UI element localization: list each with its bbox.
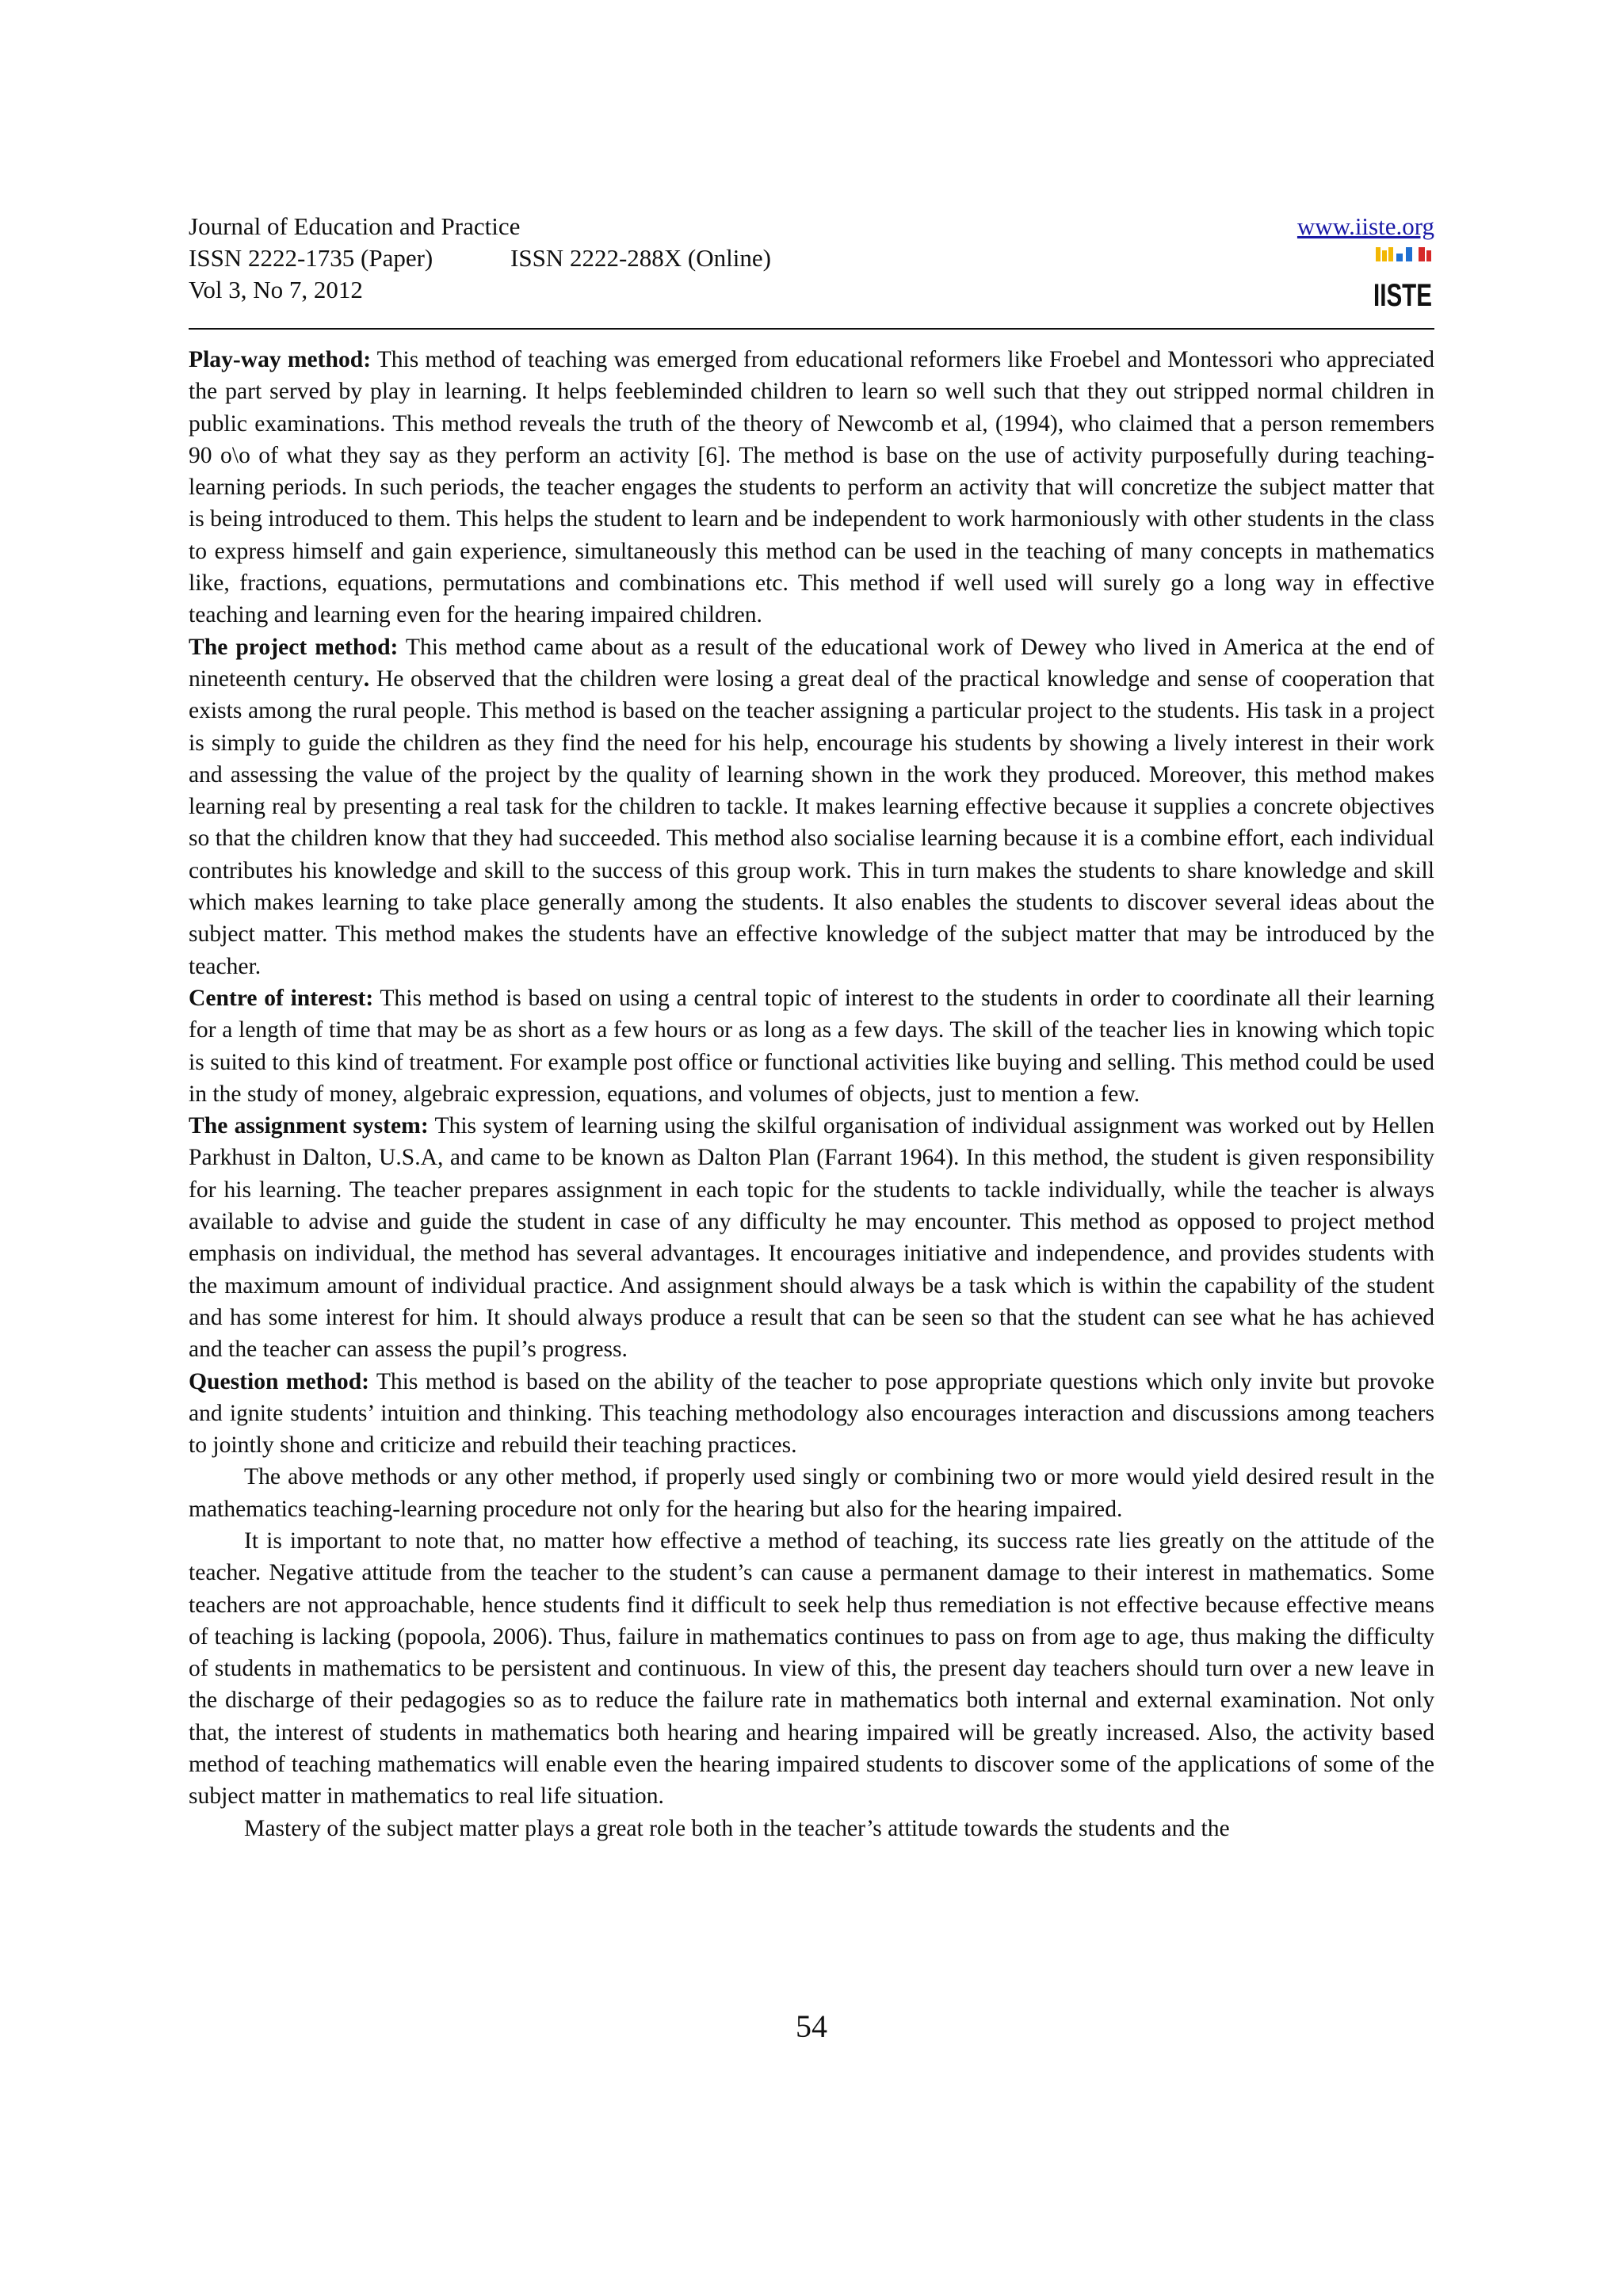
section-text: This system of learning using the skilful organisation of individual assignment was worked out by Hellen Parkhust in Dalton, U.S.A, and came to be known as Dalton Plan (Farrant 1964). In this method, the student is given responsibility for his learning. The teacher prepares assignment in each topic for the students to tackle individually, while the teacher is always available to advise and guide the student in case of any difficulty he may encounter. This method as opposed to project method emphasis on individual, the method has several advantages. It encourages initiative and independence, and provides students with the maximum amount of individual practice. And assignment should always be a task which is within the capability of the student and has some interest for him. It should always produce a result that can be seen so that the student can see what he has achieved and the teacher can assess the pupil’s progress. [189,1113,1434,1363]
section-play-way [189,344,1434,631]
section-text: This method of teaching was emerged from educational reformers like Froebel and Montessori who appreciated the part served by play in learning. It helps feebleminded children to learn so well such that they out stripped normal children in public examinations. This method reveals the truth of the theory of Newcomb et al, (1994), who claimed that a person remembers 90 o\o of what they say as they perform an activity [6]. The method is base on the use of activity purposefully during teaching-learning periods. In such periods, the teacher engages the students to perform an activity that will concretize the subject matter that is being introduced to them. This helps the student to learn and be independent to work harmoniously with other students in the class to express himself and gain experience, simultaneously this method can be used in the teaching of many concepts in mathematics like, fractions, equations, permutations and combinations etc. This method if well used will surely go a long way in effective teaching and learning even for the hearing impaired children. [189,347,1435,628]
iiste-logo-icon [1373,246,1433,314]
article-body [189,344,1434,1844]
page-number: 54 [796,2008,827,2044]
section-project-method [189,631,1434,982]
bold-period: . [363,666,370,692]
section-centre-of-interest [189,982,1434,1110]
volume-issue: Vol 3, No 7, 2012 [189,276,363,303]
section-heading: Play-way method: [189,347,372,372]
section-question-method [189,1366,1434,1462]
section-assignment-system [189,1110,1434,1365]
section-text: This method is based on the ability of the teacher to pose appropriate questions which only invite but provoke and ignite students’ intuition and thinking. This teaching methodology also encourages interaction and discussions among teachers to jointly shone and criticize and rebuild their teaching practices. [189,1368,1434,1459]
page-header [189,208,1434,323]
logo-wordmark: IISTE [1373,278,1432,313]
section-heading: Question method: [189,1368,370,1394]
section-heading: Centre of interest: [189,985,374,1011]
issn-paper: ISSN 2222-1735 (Paper) [189,244,433,272]
paragraph-mastery: Mastery of the subject matter plays a great role both in the teacher’s attitude towards the students and the [244,1815,1230,1841]
section-text: He observed that the children were losing a great deal of the practical knowledge and sense of cooperation that exists among the rural people. This method is based on the teacher assigning a particular project to the students. His task in a project is simply to guide the children as they find the need for his help, encourage his students by showing a lively interest in their work and assessing the value of the project by the quality of learning shown in the work they produced. Moreover, this method makes learning real by presenting a real task for the children to tackle. It makes learning effective because it supplies a concrete objectives so that the children know that they had succeeded. This method also socialise learning because it is a combine effort, each individual contributes his knowledge and skill to the success of this group work. This in turn makes the students to share knowledge and skill which makes learning to take place generally among the students. It also enables the students to discover several ideas about the subject matter. This method makes the students have an effective knowledge of the subject matter that may be introduced by the teacher. [189,666,1434,979]
section-text: This method is based on using a central topic of interest to the students in order to coordinate all their learning for a length of time that may be as short as a few hours or as long as a few days. The skill of the teacher lies in knowing which topic is suited to this kind of treatment. For example post office or functional activities like buying and selling. This method could be used in the study of money, algebraic expression, equations, and volumes of objects, just to mention a few. [189,985,1435,1107]
paragraph-methods-summary: The above methods or any other method, if properly used singly or combining two or more would yield desired result in the mathematics teaching-learning procedure not only for the hearing but also for the hearing impaired. [189,1464,1434,1522]
issn-online: ISSN 2222-288X (Online) [510,244,771,272]
journal-title: Journal of Education and Practice [189,212,521,240]
section-text: This method came about as a result of the educational work of Dewey who lived in America at the end of nineteenth century [189,634,1434,692]
section-heading: The project method: [189,634,399,660]
paragraph-teacher-attitude: It is important to note that, no matter how effective a method of teaching, its success rate lies greatly on the attitude of the teacher. Negative attitude from the teacher to the student’s can cause a permanent damage to their interest in mathematics. Some teachers are not approachable, hence students find it difficult to seek help thus remediation is not effective because effective means of teaching is lacking (popoola, 2006). Thus, failure in mathematics continues to pass on from age to age, thus making the difficulty of students in mathematics to be persistent and continuous. In view of this, the present day teachers should turn over a new leave in the discharge of their pedagogies so as to reduce the failure rate in mathematics both internal and external examination. Not only that, the interest of students in mathematics both hearing and hearing impaired will be greatly increased. Also, the activity based method of teaching mathematics will enable even the hearing impaired students to discover some of the applications of some of the subject matter in mathematics to real life situation. [189,1527,1434,1810]
header-rule [189,328,1434,330]
website-link[interactable]: www.iiste.org [1296,212,1434,240]
section-heading: The assignment system: [189,1113,429,1139]
